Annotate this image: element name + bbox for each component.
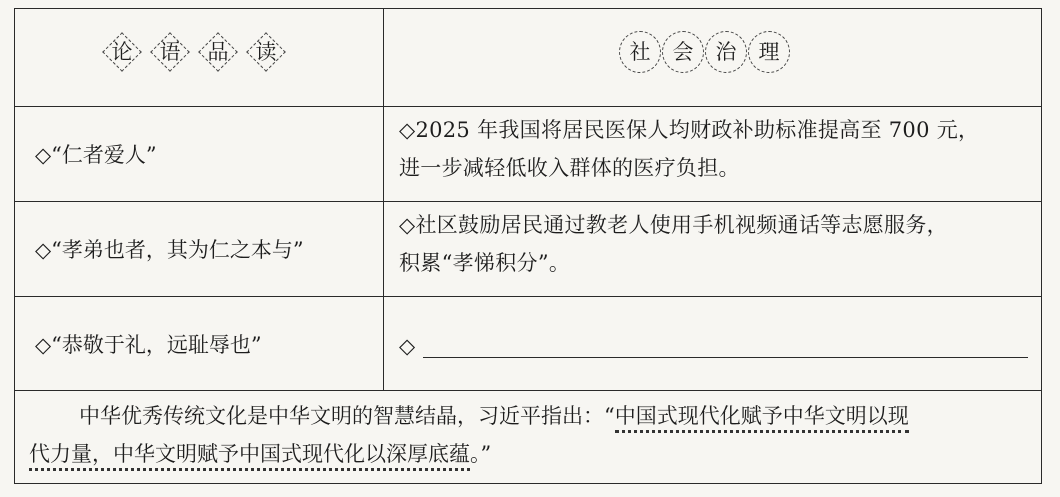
answer-blank[interactable] xyxy=(423,329,1028,358)
diamond-char: 读 xyxy=(245,31,287,73)
table-row xyxy=(15,297,1041,391)
footer-text: 中华优秀传统文化是中华文明的智慧结晶，习近平指出：“ xyxy=(79,404,615,428)
footer-paragraph xyxy=(29,397,1033,473)
table-row xyxy=(15,107,1041,202)
table-row xyxy=(15,202,1041,297)
quote-cell xyxy=(15,202,383,296)
example-line: 积累“孝悌积分”。 xyxy=(399,251,571,275)
diamond-char: 品 xyxy=(197,31,239,73)
quote-cell xyxy=(15,297,383,390)
circle-char: 理 xyxy=(748,31,790,73)
emphasis-text: 中国式现代化赋予中华文明以现 xyxy=(615,404,909,433)
quote-text: ◇“孝弟也者，其为仁之本与” xyxy=(35,238,304,262)
example-line: ◇社区鼓励居民通过教老人使用手机视频通话等志愿服务， xyxy=(399,213,948,237)
header-social-governance xyxy=(619,31,791,73)
circle-char: 会 xyxy=(662,31,704,73)
example-cell xyxy=(385,297,1041,390)
diamond-char: 论 xyxy=(101,31,143,73)
example-cell xyxy=(385,107,1041,201)
emphasis-text: 代力量，中华文明赋予中国式现代化以深厚底蕴 xyxy=(29,442,470,471)
quote-text: ◇“仁者爱人” xyxy=(35,143,157,167)
header-row xyxy=(15,9,1041,107)
example-line: ◇2025 年我国将居民医保人均财政补助标准提高至 700 元， xyxy=(399,118,980,142)
example-cell xyxy=(385,202,1041,296)
circle-char: 治 xyxy=(705,31,747,73)
circle-char: 社 xyxy=(619,31,661,73)
header-analects-reading xyxy=(101,31,293,73)
quote-cell xyxy=(15,107,383,201)
example-marker: ◇ xyxy=(399,334,416,358)
question-table xyxy=(14,8,1042,484)
footer-text: 。” xyxy=(470,442,492,466)
quote-text: ◇“恭敬于礼，远耻辱也” xyxy=(35,332,262,357)
example-line: 进一步减轻低收入群体的医疗负担。 xyxy=(399,156,740,180)
diamond-char: 语 xyxy=(149,31,191,73)
